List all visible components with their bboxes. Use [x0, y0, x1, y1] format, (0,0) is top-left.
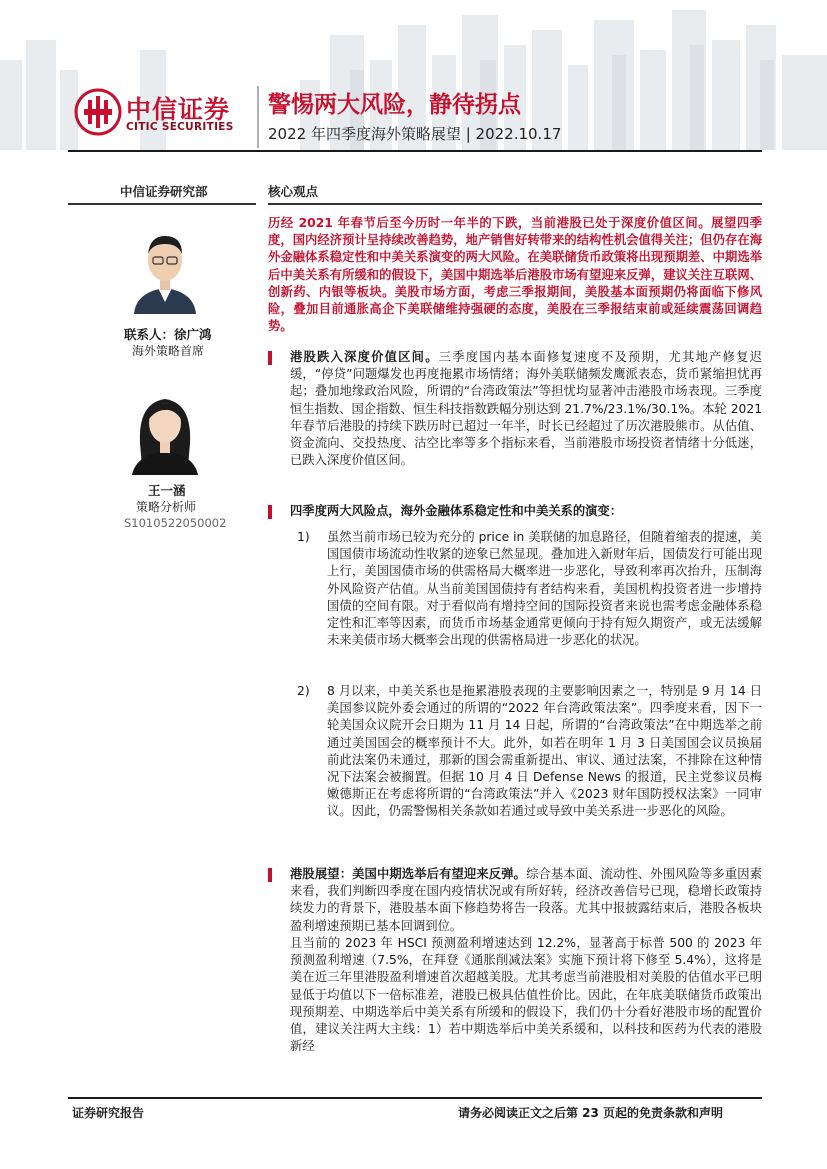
report-subtitle: 2022 年四季度海外策略展望 | 2022.10.17 — [268, 125, 562, 143]
analyst-2-title: 策略分析师 — [136, 500, 197, 514]
footer-report-type: 证券研究报告 — [72, 1106, 145, 1120]
section-lead: 四季度两大风险点，海外金融体系稳定性和中美关系的演变： — [290, 504, 623, 518]
footer-rule — [68, 1097, 762, 1099]
section-text: 三季度国内基本面修复速度不及预期，尤其地产修复迟缓，“停贷”问题爆发也再度拖累市场情绪；海外美联储频发鹰派表态，货币紧缩担忧再起；叠加地缘政治风险，所谓的“台湾政策法”等担忧均显著冲击港股市场表现。三季度恒生指数、国企指数、恒生科技指数跌幅分别达到 21.7%/23.1%/30.1%。本轮 2021 年春节后港股的持续下跌历时已超过一年半，时长已经超过了历次港股熊市。从估值、资金流向、交投热度、沽空比率等多个指标来看，当前港股市场投资者情绪十分低迷，已跌入深度价值区间。 — [290, 350, 763, 468]
header-divider — [257, 86, 259, 148]
analyst-1-title: 海外策略首席 — [132, 344, 205, 358]
analyst-2-name: 王一涵 — [148, 483, 186, 498]
section-text: 综合基本面、流动性、外围风险等多重因素来看，我们判断四季度在国内疫情状况或有所好转，经济改善信号已现，稳增长政策持续发力的背景下，港股基本面下修趋势将告一段落。尤其中报披露结束后，港股各板块盈利增速预期已基本回调到位。 — [290, 867, 762, 933]
citic-logo-mark-icon — [74, 88, 122, 136]
citic-logo — [74, 88, 250, 136]
section-marker — [268, 868, 272, 882]
logo-name-en: CITIC SECURITIES — [126, 121, 234, 133]
logo-name-cn: 中信证券 — [126, 95, 231, 124]
department-label: 中信证券研究部 — [120, 184, 208, 199]
section-lead: 港股展望：美国中期选举后有望迎来反弹。 — [290, 867, 527, 881]
risk-item — [297, 683, 762, 821]
section-body — [290, 503, 762, 520]
risk-item-number: 2) — [297, 684, 310, 698]
risk-item-number: 1) — [297, 530, 310, 544]
section-outlook — [268, 866, 762, 935]
risk-item-text: 虽然当前市场已较为充分的 price in 美联储的加息路径，但随着缩表的提速，美国国债市场流动性收紧的迹象已然显现。叠加进入新财年后，国债发行可能出现上行，美国国债市场的供需格局大概率进一步恶化，导致利率再次抬升，压制海外风险资产估值。从当前美国国债持有者结构来看，美国机构投资者进一步增持国债的空间有限。对于看似尚有增持空间的国际投资者来说也需考虑金融体系稳定性和汇率等因素，而货币市场基金通常更倾向于持有短久期资产，或无法缓解未来美债市场大概率会出现的供需格局进一步恶化的状况。 — [327, 530, 762, 648]
analyst-photo-2 — [122, 383, 208, 475]
report-title: 警惕两大风险，静待拐点 — [268, 92, 521, 118]
section-lead: 港股跌入深度价值区间。 — [290, 350, 439, 364]
analyst-2-cert: S1010522050002 — [124, 516, 227, 530]
core-view-label: 核心观点 — [268, 184, 319, 199]
footer-disclaimer: 请务必阅读正文之后第 23 页起的免责条款和声明 — [458, 1106, 724, 1120]
sidebar-rule — [68, 203, 256, 205]
section-marker — [268, 351, 272, 365]
section-hk-value — [268, 349, 762, 469]
section-marker — [268, 505, 272, 519]
core-view-rule — [268, 203, 762, 205]
risk-item — [297, 529, 762, 649]
section-two-risks — [268, 503, 762, 520]
section-body — [290, 349, 762, 469]
risk-item-text: 8 月以来，中美关系也是拖累港股表现的主要影响因素之一，特别是 9 月 14 日美国参议院外委会通过的所谓的“2022 年台湾政策法案”。四季度来看，因下一轮美国众议院开会日期为 11 月 14 日起，所谓的“台湾政策法”在中期选举之前通过美国国会的概率预计不大。此外，如若在明年 1 月 3 日美国国会议员换届前此法案仍未通过，那新的国会需重新提出、审议、通过法案，不排除在这种情况下法案会被搁置。但据 10 月 4 日 Defense News 的报道，民主党参议员梅嫩德斯正在考虑将所谓的“台湾政策法”并入《2023 财年国防授权法案》一同审议。因此，仍需警惕相关条款如若通过或导致中美关系进一步恶化的风险。 — [327, 684, 762, 819]
section-body — [290, 866, 762, 935]
header-rule — [68, 150, 762, 152]
outlook-continued: 且当前的 2023 年 HSCI 预测盈利增速达到 12.2%，显著高于标普 500 的 2023 年预测盈利增速（7.5%，在拜登《通胀削减法案》实施下预计将下修至 5.4%），这将是美在近三年里港股盈利增速首次超越美股。尤其考虑当前港股相对美股的估值水平已明显低于均值以下一倍标准差，港股已极具估值性价比。因此，在年底美联储货币政策出现预期差、中期选举后中美关系有所缓和的假设下，我们仍十分看好港股市场的配置价值，建议关注两大主线：1）若中期选举后中美关系缓和，以科技和医药为代表的港股新经 — [290, 936, 762, 1054]
core-summary: 历经 2021 年春节后至今历时一年半的下跌，当前港股已处于深度价值区间。展望四季度，国内经济预计呈持续改善趋势，地产销售好转带来的结构性机会值得关注；但仍存在海外金融体系稳定性和中美关系演变的两大风险。在美联储货币政策将出现预期差、中期选举后中美关系有所缓和的假设下，美国中期选举后港股市场有望迎来反弹，建议关注互联网、创新药、内银等板块。美股市场方面，考虑三季报期间，美股基本面预期仍将面临下修风险，叠加目前通胀高企下美联储维持强硬的态度，美股在三季报结束前或延续震荡回调趋势。 — [268, 216, 762, 334]
analyst-photo-1 — [122, 222, 208, 314]
analyst-1-name: 联系人：徐广鸿 — [124, 327, 212, 342]
